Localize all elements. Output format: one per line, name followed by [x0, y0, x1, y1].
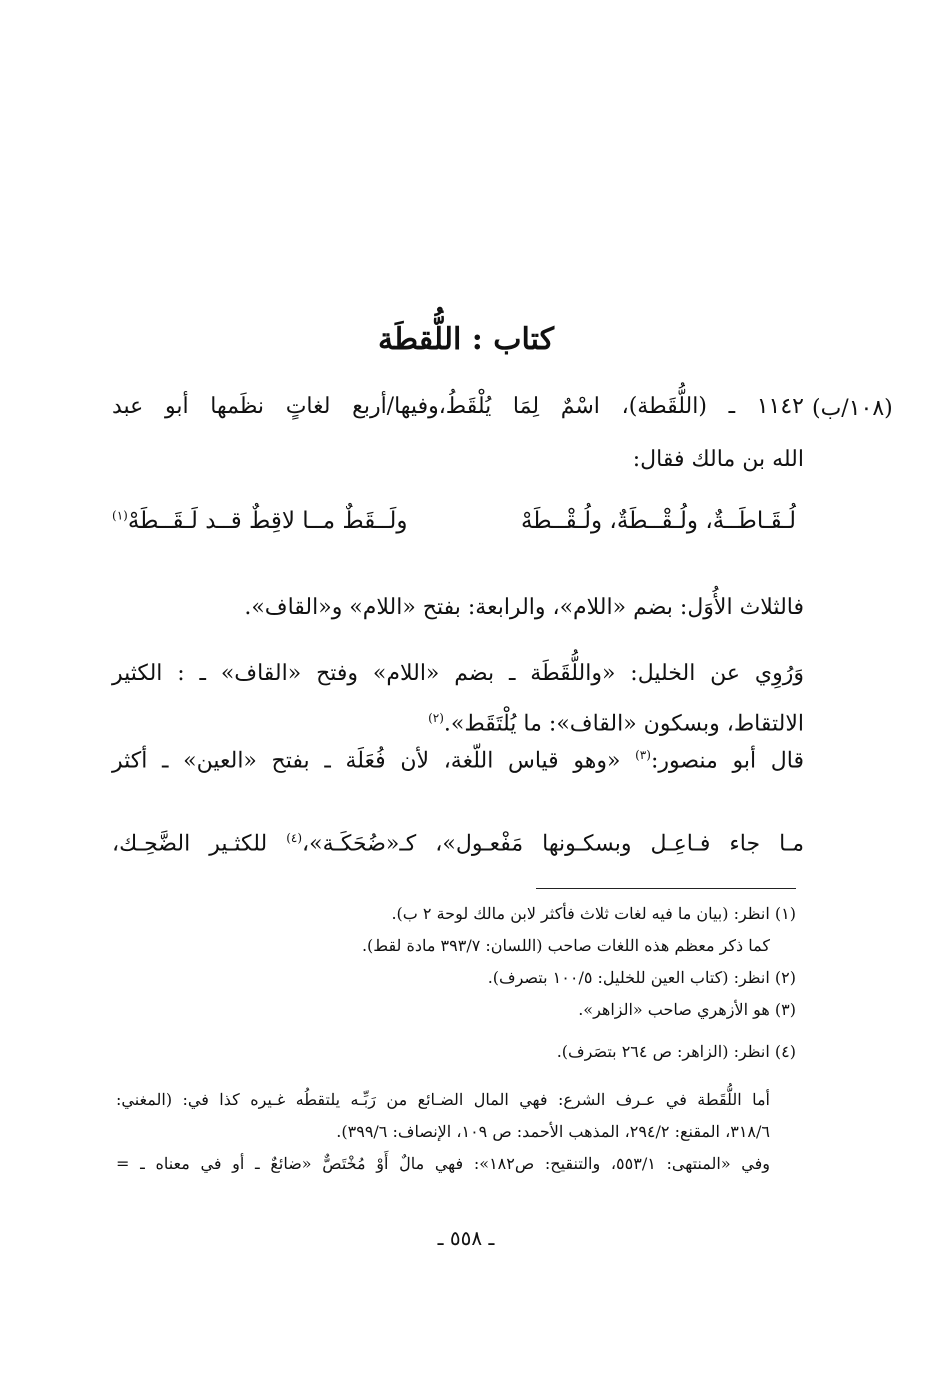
footnote-1: (١) انظر: (بيان ما فيه لغات ثلاث فأكثر لابن مالك لوحة ٢ ب).: [391, 904, 796, 923]
footnote-2: (٢) انظر: (كتاب العين للخليل: ١٠٠/٥ بتصرف).: [487, 968, 796, 987]
paragraph-4-line-1: [112, 735, 804, 781]
paragraph-4-line-2: [112, 818, 804, 864]
footnote-ref-2: (٢): [428, 711, 444, 725]
footnote-ref-1: (١): [112, 508, 128, 523]
paragraph-1-line-2: الله بن مالك فقال:: [632, 447, 804, 472]
footnote-separator: [536, 888, 796, 889]
paragraph-4-line-2a: مـا جاء فـاعِـل وبسكـونها مَفْعـول»، كـ«ضُحَكَـة»،: [302, 831, 804, 857]
verse-left-text: ولَــقَطٌ مــا لاقِطٌ قــد لَـقَــطَهْ: [127, 508, 408, 534]
paragraph-2: فالثلاث الأُوَل: بضم «اللام»، والرابعة: بفتح «اللام» و«القاف».: [244, 595, 804, 620]
paragraph-3-line-1: وَرُوِي عن الخليل: «واللُّقَطَة ـ بضم «اللام» وفتح «القاف» ـ : الكثير: [112, 661, 804, 686]
verse-hemistich-right: لُـقَـاطَــةٌ، ولُـقْــطَةٌ، ولُـقْــطَهْ: [520, 508, 796, 534]
footnote-4: (٤) انظر: (الزاهر: ص ٢٦٤ بتصَرف).: [556, 1042, 796, 1061]
paragraph-4-line-2b: للكثـير الضَّحِـك،: [112, 831, 268, 857]
paragraph-3-line-2-text: الالتقاط، وبسكون «القاف»: ما يُلْتَقَط».: [443, 711, 804, 737]
paragraph-4-line-1a: قال أبو منصور:: [650, 748, 804, 774]
folio-margin-note: (١٠٨/ب): [812, 396, 893, 421]
footnote-3: (٣) هو الأزهري صاحب «الزاهر».: [578, 1000, 796, 1019]
chapter-title: كتاب : اللُّقطَة: [378, 322, 554, 357]
footnote-commentary-line-2: ٣١٨/٦، المقنع: ٢٩٤/٢، المذهب الأحمد: ص ١٠٩، الإنصاف: ٣٩٩/٦).: [336, 1122, 770, 1141]
verse-hemistich-left: [112, 508, 407, 534]
footnote-ref-4: (٤): [286, 831, 303, 845]
footnote-1-continuation: كما ذكر معظم هذه اللغات صاحب (اللسان: ٣٩٣/٧ مادة لقط).: [361, 936, 770, 955]
paragraph-4-line-1b: «وهو قياس اللّغة، لأن فُعَلَة ـ بفتح «العين» ـ أكثر: [112, 748, 621, 774]
footnote-ref-3: (٣): [635, 748, 651, 762]
footnote-commentary-line-3: وفي «المنتهى: ٥٥٣/١، والتنقيح: ص١٨٢»: فهي مالٌ أَوْ مُخْتَصٌّ «ضائعٌ ـ أو في معناه ـ =: [116, 1154, 770, 1173]
paragraph-1-line-1: ١١٤٢ ـ (اللُّقَطة)، اسْمٌ لِمَا يُلْقَطُ،وفيها/أربع لغاتٍ نظَمها أبو عبد: [112, 394, 804, 419]
page-number: ـ ٥٥٨ ـ: [437, 1226, 495, 1250]
footnote-commentary-line-1: أما اللُّقَطة في عـرف الشرع: فهي المال الضـائع من رَبِّـه يلتقطُه غـيره كذا في: (المغني:: [116, 1090, 770, 1109]
